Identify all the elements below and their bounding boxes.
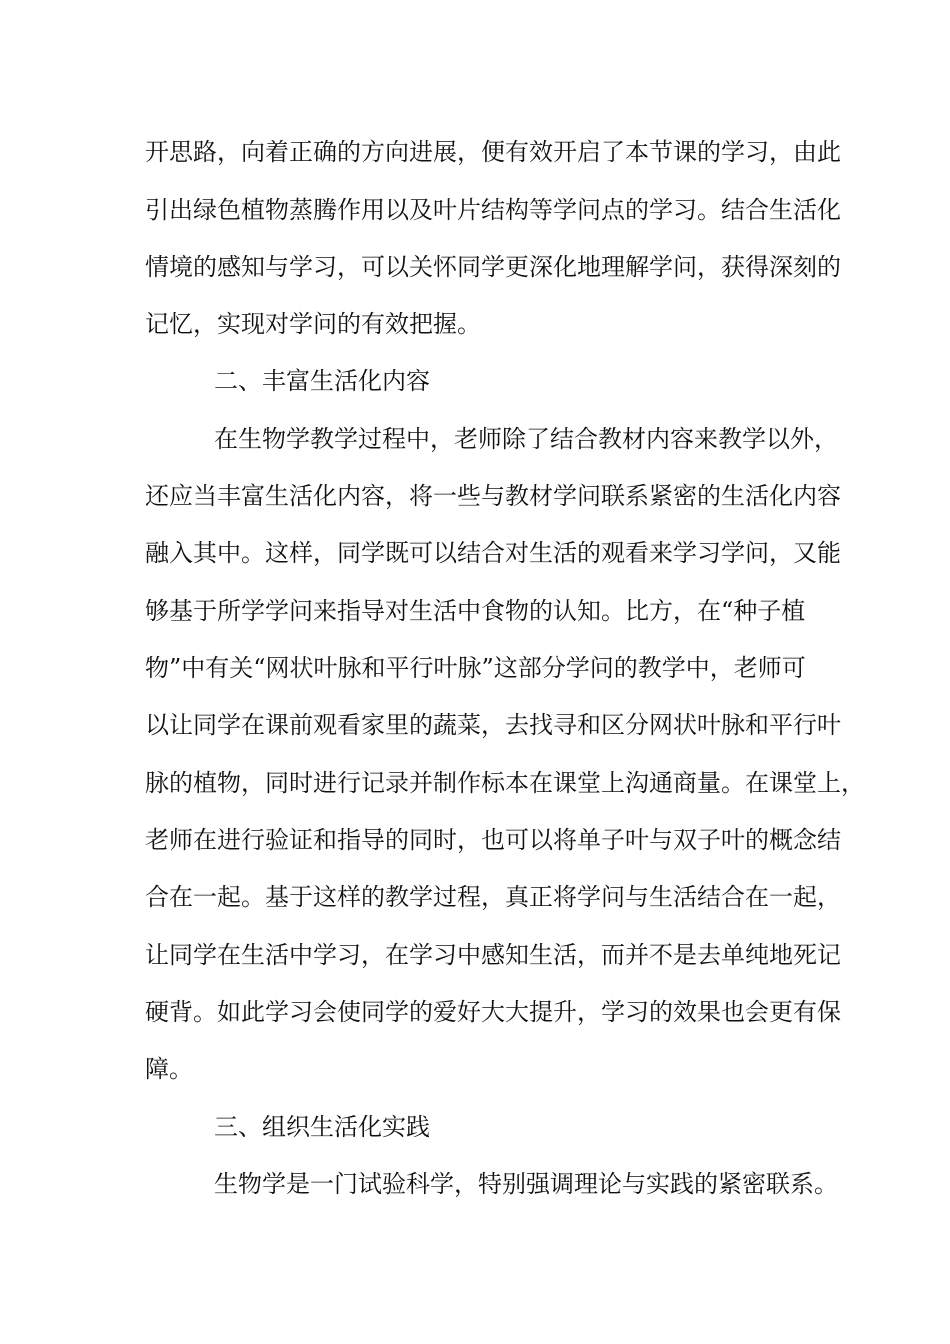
paragraph-line: 在生物学教学过程中，老师除了结合教材内容来教学以外，: [214, 425, 838, 453]
paragraph-line: 融入其中。这样，同学既可以结合对生活的观看来学习学问，又能: [145, 539, 841, 567]
paragraph-line: 引出绿色植物蒸腾作用以及叶片结构等学问点的学习。结合生活化: [145, 196, 841, 224]
paragraph-line: 脉的植物，同时进行记录并制作标本在课堂上沟通商量。在课堂上，: [145, 769, 865, 797]
paragraph-line: 障。: [145, 1055, 193, 1083]
paragraph-line: 开思路，向着正确的方向进展，便有效开启了本节课的学习，由此: [145, 138, 841, 166]
section-heading: 三、组织生活化实践: [214, 1113, 430, 1141]
paragraph-line: 够基于所学学问来指导对生活中食物的认知。比方，在“种子植: [145, 597, 806, 625]
paragraph-line: 老师在进行验证和指导的同时，也可以将单子叶与双子叶的概念结: [145, 826, 841, 854]
paragraph-line: 合在一起。基于这样的教学过程，真正将学问与生活结合在一起，: [145, 883, 841, 911]
paragraph-line: 记忆，实现对学问的有效把握。: [145, 310, 481, 338]
section-heading: 二、丰富生活化内容: [214, 367, 430, 395]
paragraph-line: 还应当丰富生活化内容，将一些与教材学问联系紧密的生活化内容: [145, 482, 841, 510]
paragraph-line: 硬背。如此学习会使同学的爱好大大提升，学习的效果也会更有保: [145, 998, 841, 1026]
paragraph-line: 生物学是一门试验科学，特别强调理论与实践的紧密联系。: [214, 1170, 838, 1198]
paragraph-line: 以让同学在课前观看家里的蔬菜，去找寻和区分网状叶脉和平行叶: [145, 711, 841, 739]
paragraph-line: 物”中有关“网状叶脉和平行叶脉”这部分学问的教学中，老师可: [145, 654, 806, 682]
paragraph-line: 情境的感知与学习，可以关怀同学更深化地理解学问，获得深刻的: [145, 253, 841, 281]
paragraph-line: 让同学在生活中学习，在学习中感知生活，而并不是去单纯地死记: [145, 941, 841, 969]
